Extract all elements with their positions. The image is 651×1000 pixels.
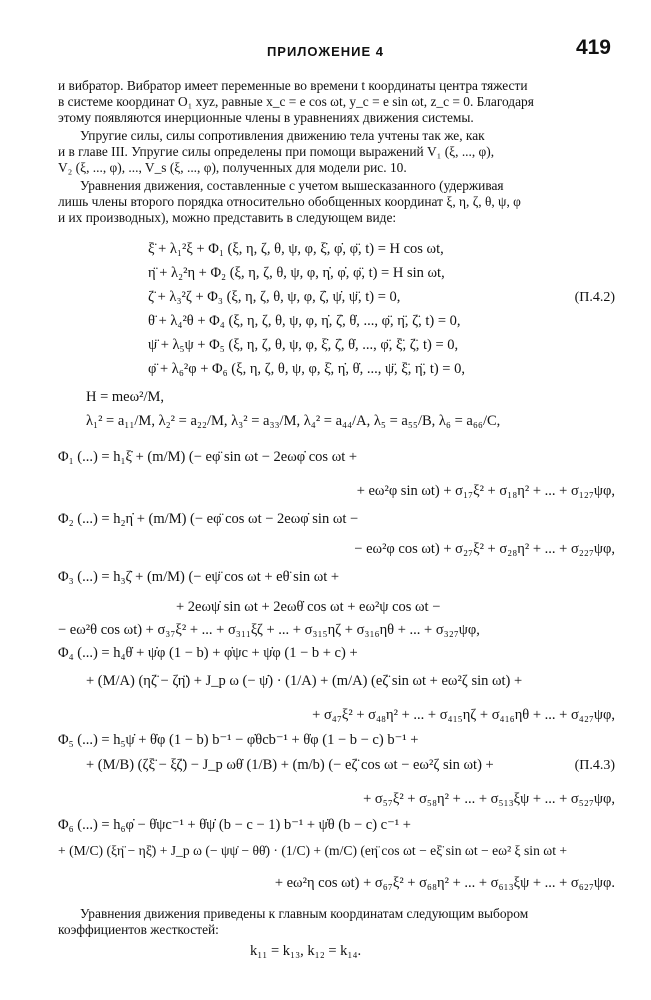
equation-4-2-line: η̈ + λ₂²η + Φ₂ (ξ, η, ζ, θ, ψ, φ, η̇, φ̇, φ̈, t) = H sin ωt, bbox=[148, 265, 445, 281]
running-head: ПРИЛОЖЕНИЕ 4 bbox=[266, 44, 385, 59]
text-line: Уравнения движения, составленные с учетом вышесказанного (удерживая bbox=[80, 178, 504, 193]
equation-4-2-line: ξ̈ + λ₁²ξ + Φ₁ (ξ, η, ζ, θ, ψ, φ, ξ̇, φ̇, φ̈, t) = H cos ωt, bbox=[148, 241, 444, 257]
phi5-line: + σ₅₇ξ² + σ₅₈η² + ... + σ₅₁₃ξψ + ... + σ₅₂₇ψφ, bbox=[363, 791, 615, 807]
phi1-line: Φ₁ (...) = h₁ξ̇ + (m/M) (− eφ̈ sin ωt − 2eωφ̇ cos ωt + bbox=[58, 449, 358, 465]
text-line: Упругие силы, силы сопротивления движению тела учтены так же, как bbox=[80, 128, 485, 143]
phi2-line: Φ₂ (...) = h₂η̇ + (m/M) (− eφ̈ cos ωt − 2eωφ̇ sin ωt − bbox=[58, 511, 359, 527]
phi6-line: + eω²η cos ωt) + σ₆₇ξ² + σ₆₈η² + ... + σ₆₁₃ξψ + ... + σ₆₂₇ψφ. bbox=[274, 875, 615, 891]
page-number: 419 bbox=[575, 36, 611, 59]
phi2-line: − eω²φ cos ωt) + σ₂₇ξ² + σ₂₈η² + ... + σ₂₂₇ψφ, bbox=[354, 541, 615, 557]
phi3-line: − eω²θ cos ωt) + σ₃₇ξ² + ... + σ₃₁₁ξζ + ... + σ₃₁₅ηζ + σ₃₁₆ηθ + ... + σ₃₂₇ψφ, bbox=[58, 622, 480, 638]
paragraph-vibrator bbox=[58, 78, 613, 126]
definition-H: H = meω²/M, bbox=[86, 389, 165, 405]
phi4-line: + σ₄₇ξ² + σ₄₈η² + ... + σ₄₁₅ηζ + σ₄₁₆ηθ + ... + σ₄₂₇ψφ, bbox=[312, 707, 615, 723]
equation-4-2-line: θ̈ + λ₄²θ + Φ₄ (ξ, η, ζ, θ, ψ, φ, η̇, ζ̇, θ̇, ..., φ̈, η̈, ζ̈, t) = 0, bbox=[148, 313, 461, 329]
paragraph-equations-intro bbox=[58, 178, 613, 226]
text-line: и вибратор. Вибратор имеет переменные во времени t координаты центра тяжести bbox=[58, 78, 528, 93]
phi6-line: + (M/C) (ξη̈ − ηξ̈) + J_p ω (− ψψ̇ − θθ̇) · (1/C) + (m/C) (eη̈ cos ωt − eξ̈ sin ωt − eω² ξ sin ωt + bbox=[58, 843, 568, 858]
paragraph-closing bbox=[58, 906, 613, 938]
page-header bbox=[0, 36, 651, 64]
phi4-line: Φ₄ (...) = h₄θ̇ + ψ̇φ (1 − b) + φ̇ψc + ψ̇φ (1 − b + c) + bbox=[58, 645, 358, 661]
text-line: и их производных), можно представить в следующем виде: bbox=[58, 210, 397, 225]
text-line: лишь члены второго порядка относительно обобщенных координат ξ, η, ζ, θ, ψ, φ bbox=[58, 194, 521, 209]
equation-4-2-line: ψ̈ + λ₅ψ + Φ₅ (ξ, η, ζ, θ, ψ, φ, ξ̇, ζ̇, θ̇, ..., φ̈, ξ̈, ζ̈, t) = 0, bbox=[148, 337, 459, 353]
phi6-line: Φ₆ (...) = h₆φ̇ − θ̇ψc⁻¹ + θ̇ψ̇ (b − c − 1) b⁻¹ + ψ̇θ (b − c) c⁻¹ + bbox=[58, 817, 411, 833]
text-line: и в главе III. Упругие силы определены при помощи выражений V₁ (ξ, ..., φ), bbox=[58, 144, 495, 159]
equation-4-2-line: ζ̈ + λ₃²ζ + Φ₃ (ξ, η, ζ, θ, ψ, φ, ζ̇, ψ̇, ψ̈, t) = 0, bbox=[148, 289, 401, 305]
text-line: Уравнения движения приведены к главным координатам следующим выбором bbox=[80, 906, 529, 921]
equation-number: (П.4.2) bbox=[574, 290, 615, 305]
text-line: в системе координат O₁ xyz, равные x_c = e cos ωt, y_c = e sin ωt, z_c = 0. Благодаря bbox=[58, 94, 534, 109]
phi3-line: Φ₃ (...) = h₃ζ̇ + (m/M) (− eψ̈ cos ωt + eθ̈ sin ωt + bbox=[58, 569, 340, 585]
equation-4-2-line: φ̈ + λ₆²φ + Φ₆ (ξ, η, ζ, θ, ψ, φ, ξ̇, η̇, θ̇, ..., ψ̈, ξ̈, η̈, t) = 0, bbox=[148, 361, 465, 377]
equation-number: (П.4.3) bbox=[574, 758, 615, 773]
phi4-line: + (M/A) (ηζ̈ − ζη̈) + J_p ω (− ψ̇) · (1/A) + (m/A) (eζ̈ sin ωt + eω²ζ sin ωt) + bbox=[86, 673, 523, 689]
text-line: коэффициентов жесткостей: bbox=[58, 922, 219, 937]
phi5-line: Φ₅ (...) = h₅ψ̇ + θ̇φ (1 − b) b⁻¹ − φ̇θcb⁻¹ + θ̇φ (1 − b − c) b⁻¹ + bbox=[58, 732, 419, 748]
text-line: V₂ (ξ, ..., φ), ..., V_s (ξ, ..., φ), полученных для модели рис. 10. bbox=[58, 160, 407, 175]
text-line: этому появляются инерционные члены в уравнениях движения системы. bbox=[58, 110, 474, 125]
phi5-line: + (M/B) (ζξ̈ − ξζ̈) − J_p ωθ̇ (1/B) + (m/b) (− eζ̈ cos ωt − eω²ζ sin ωt) + bbox=[86, 757, 494, 773]
phi3-line: + 2eωψ̇ sin ωt + 2eωθ̇ cos ωt + eω²ψ cos ωt − bbox=[176, 599, 441, 615]
stiffness-formula: k₁₁ = k₁₃, k₁₂ = k₁₄. bbox=[250, 943, 362, 959]
phi1-line: + eω²φ sin ωt) + σ₁₇ξ² + σ₁₈η² + ... + σ₁₂₇ψφ, bbox=[356, 483, 615, 499]
paragraph-elastic-forces bbox=[58, 128, 613, 176]
definition-lambdas: λ₁² = a₁₁/M, λ₂² = a₂₂/M, λ₃² = a₃₃/M, λ₄² = a₄₄/A, λ₅ = a₅₅/B, λ₆ = a₆₆/C, bbox=[86, 413, 501, 429]
